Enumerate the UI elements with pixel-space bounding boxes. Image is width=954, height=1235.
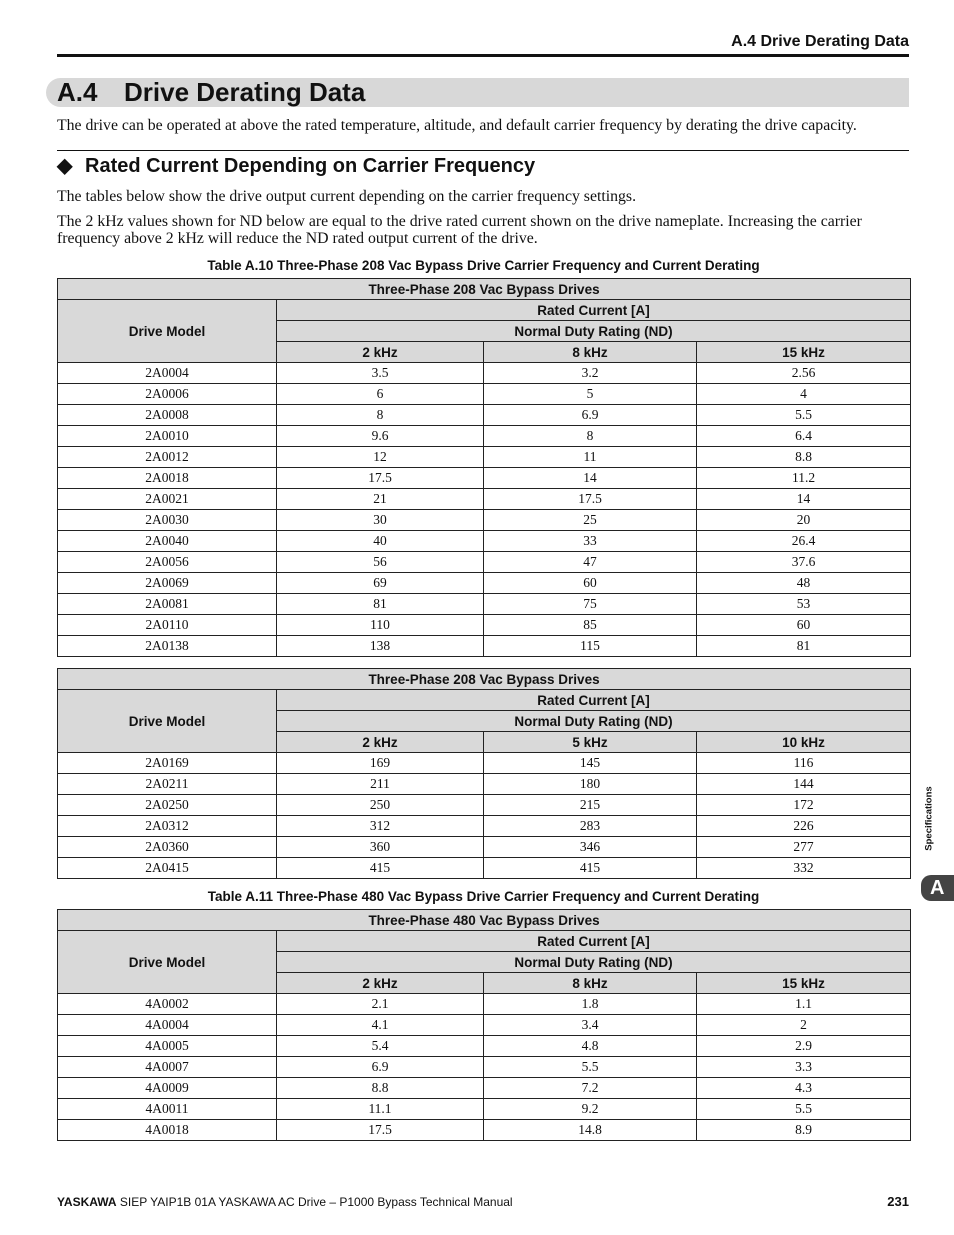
- current-cell: 3.5: [277, 363, 484, 384]
- current-cell: 360: [277, 837, 484, 858]
- current-cell: 81: [697, 636, 911, 657]
- current-cell: 415: [484, 858, 697, 879]
- table-row: [58, 1036, 911, 1057]
- current-cell: 30: [277, 510, 484, 531]
- table-row: [58, 405, 911, 426]
- duty-rating-header: Normal Duty Rating (ND): [277, 321, 911, 342]
- current-cell: 20: [697, 510, 911, 531]
- table-row: [58, 636, 911, 657]
- drive-model-cell: 2A0010: [58, 426, 277, 447]
- current-cell: 5.5: [697, 405, 911, 426]
- table-title: Three-Phase 208 Vac Bypass Drives: [58, 279, 911, 300]
- frequency-header: 15 kHz: [697, 342, 911, 363]
- current-cell: 4.8: [484, 1036, 697, 1057]
- current-cell: 5.5: [697, 1099, 911, 1120]
- drive-model-cell: 4A0002: [58, 994, 277, 1015]
- drive-model-cell: 2A0004: [58, 363, 277, 384]
- rated-current-header: Rated Current [A]: [277, 300, 911, 321]
- current-cell: 17.5: [277, 1120, 484, 1141]
- subsection-title: Rated Current Depending on Carrier Frequency: [85, 155, 536, 177]
- drive-model-cell: 4A0005: [58, 1036, 277, 1057]
- rated-current-header: Rated Current [A]: [277, 931, 911, 952]
- current-cell: 37.6: [697, 552, 911, 573]
- current-cell: 2.9: [697, 1036, 911, 1057]
- drive-model-cell: 2A0211: [58, 774, 277, 795]
- current-cell: 6.9: [277, 1057, 484, 1078]
- current-cell: 6: [277, 384, 484, 405]
- frequency-header: 2 kHz: [277, 732, 484, 753]
- rated-current-header: Rated Current [A]: [277, 690, 911, 711]
- table-title-row: [58, 279, 911, 300]
- current-cell: 11.2: [697, 468, 911, 489]
- running-head: A.4 Drive Derating Data: [731, 33, 909, 50]
- current-cell: 312: [277, 816, 484, 837]
- current-cell: 47: [484, 552, 697, 573]
- derating-table: [57, 278, 911, 657]
- current-cell: 4: [697, 384, 911, 405]
- current-cell: 6.9: [484, 405, 697, 426]
- current-cell: 180: [484, 774, 697, 795]
- duty-rating-header: Normal Duty Rating (ND): [277, 711, 911, 732]
- table-row: [58, 774, 911, 795]
- current-cell: 8: [484, 426, 697, 447]
- page-number: 231: [887, 1194, 909, 1209]
- table-title-row: [58, 910, 911, 931]
- current-cell: 110: [277, 615, 484, 636]
- drive-model-cell: 2A0415: [58, 858, 277, 879]
- drive-model-header: Drive Model: [58, 690, 277, 753]
- table-header-row: [58, 931, 911, 952]
- drive-model-cell: 4A0004: [58, 1015, 277, 1036]
- table-row: [58, 753, 911, 774]
- current-cell: 9.2: [484, 1099, 697, 1120]
- drive-model-cell: 2A0138: [58, 636, 277, 657]
- current-cell: 14: [484, 468, 697, 489]
- table-title: Three-Phase 208 Vac Bypass Drives: [58, 669, 911, 690]
- drive-model-header: Drive Model: [58, 931, 277, 994]
- current-cell: 21: [277, 489, 484, 510]
- table-row: [58, 363, 911, 384]
- drive-model-cell: 2A0312: [58, 816, 277, 837]
- frequency-header: 2 kHz: [277, 342, 484, 363]
- current-cell: 5.5: [484, 1057, 697, 1078]
- current-cell: 116: [697, 753, 911, 774]
- current-cell: 11: [484, 447, 697, 468]
- frequency-header: 8 kHz: [484, 342, 697, 363]
- drive-model-cell: 2A0250: [58, 795, 277, 816]
- current-cell: 2.1: [277, 994, 484, 1015]
- table-row: [58, 468, 911, 489]
- table-row: [58, 1099, 911, 1120]
- frequency-header: 5 kHz: [484, 732, 697, 753]
- drive-model-cell: 4A0011: [58, 1099, 277, 1120]
- table-row: [58, 489, 911, 510]
- table-row: [58, 510, 911, 531]
- table-header-row: [58, 690, 911, 711]
- derating-table: [57, 668, 911, 879]
- table-row: [58, 447, 911, 468]
- frequency-header: 8 kHz: [484, 973, 697, 994]
- drive-model-cell: 2A0040: [58, 531, 277, 552]
- current-cell: 4.1: [277, 1015, 484, 1036]
- subsection-paragraph-2: The 2 kHz values shown for ND below are equal to the drive rated current shown on the drive nameplate. Increasing the carrier frequency above 2 kHz will reduce the ND rated output current of the drive.: [57, 213, 862, 247]
- current-cell: 14: [697, 489, 911, 510]
- current-cell: 2: [697, 1015, 911, 1036]
- current-cell: 115: [484, 636, 697, 657]
- current-cell: 7.2: [484, 1078, 697, 1099]
- footer-text: [57, 1195, 513, 1209]
- current-cell: 5.4: [277, 1036, 484, 1057]
- current-cell: 53: [697, 594, 911, 615]
- current-cell: 226: [697, 816, 911, 837]
- duty-rating-header: Normal Duty Rating (ND): [277, 952, 911, 973]
- current-cell: 48: [697, 573, 911, 594]
- table-row: [58, 858, 911, 879]
- drive-model-cell: 2A0006: [58, 384, 277, 405]
- current-cell: 4.3: [697, 1078, 911, 1099]
- drive-model-cell: 2A0081: [58, 594, 277, 615]
- table-row: [58, 552, 911, 573]
- current-cell: 14.8: [484, 1120, 697, 1141]
- drive-model-cell: 2A0008: [58, 405, 277, 426]
- current-cell: 138: [277, 636, 484, 657]
- current-cell: 145: [484, 753, 697, 774]
- footer-brand: YASKAWA: [57, 1195, 117, 1209]
- section-number: A.4: [57, 77, 98, 107]
- drive-model-cell: 2A0021: [58, 489, 277, 510]
- current-cell: 8.8: [277, 1078, 484, 1099]
- table-title: Three-Phase 480 Vac Bypass Drives: [58, 910, 911, 931]
- table-row: [58, 994, 911, 1015]
- table-row: [58, 573, 911, 594]
- current-cell: 17.5: [277, 468, 484, 489]
- current-cell: 346: [484, 837, 697, 858]
- drive-model-cell: 4A0007: [58, 1057, 277, 1078]
- current-cell: 211: [277, 774, 484, 795]
- current-cell: 8: [277, 405, 484, 426]
- current-cell: 12: [277, 447, 484, 468]
- current-cell: 69: [277, 573, 484, 594]
- current-cell: 11.1: [277, 1099, 484, 1120]
- table-row: [58, 384, 911, 405]
- subsection-paragraph-1: The tables below show the drive output current depending on the carrier frequency settings.: [57, 188, 637, 205]
- current-cell: 25: [484, 510, 697, 531]
- current-cell: 169: [277, 753, 484, 774]
- current-cell: 85: [484, 615, 697, 636]
- table-header-row: [58, 300, 911, 321]
- current-cell: 5: [484, 384, 697, 405]
- table-row: [58, 1078, 911, 1099]
- table-row: [58, 1120, 911, 1141]
- current-cell: 250: [277, 795, 484, 816]
- current-cell: 332: [697, 858, 911, 879]
- frequency-header: 15 kHz: [697, 973, 911, 994]
- table-row: [58, 594, 911, 615]
- current-cell: 144: [697, 774, 911, 795]
- current-cell: 60: [697, 615, 911, 636]
- top-rule: [57, 54, 909, 57]
- current-cell: 3.4: [484, 1015, 697, 1036]
- table-caption: Table A.11 Three-Phase 480 Vac Bypass Drive Carrier Frequency and Current Derating: [207, 889, 760, 904]
- drive-model-cell: 2A0169: [58, 753, 277, 774]
- drive-model-cell: 2A0069: [58, 573, 277, 594]
- current-cell: 1.8: [484, 994, 697, 1015]
- current-cell: 3.3: [697, 1057, 911, 1078]
- subsection-rule: [57, 150, 909, 151]
- drive-model-cell: 2A0030: [58, 510, 277, 531]
- section-heading: Drive Derating Data: [124, 77, 366, 107]
- drive-model-cell: 2A0360: [58, 837, 277, 858]
- table-row: [58, 1015, 911, 1036]
- side-tab-letter: A: [921, 875, 954, 901]
- current-cell: 2.56: [697, 363, 911, 384]
- current-cell: 1.1: [697, 994, 911, 1015]
- table-title-row: [58, 669, 911, 690]
- table-row: [58, 615, 911, 636]
- current-cell: 6.4: [697, 426, 911, 447]
- section-title: [46, 78, 909, 107]
- current-cell: 215: [484, 795, 697, 816]
- current-cell: 60: [484, 573, 697, 594]
- table-row: [58, 531, 911, 552]
- current-cell: 283: [484, 816, 697, 837]
- current-cell: 75: [484, 594, 697, 615]
- current-cell: 3.2: [484, 363, 697, 384]
- drive-model-header: Drive Model: [58, 300, 277, 363]
- current-cell: 81: [277, 594, 484, 615]
- current-cell: 56: [277, 552, 484, 573]
- side-tab-label: Specifications: [923, 786, 935, 851]
- table-row: [58, 816, 911, 837]
- intro-paragraph: The drive can be operated at above the rated temperature, altitude, and default carrier frequency by derating the drive capacity.: [57, 117, 857, 134]
- current-cell: 172: [697, 795, 911, 816]
- current-cell: 33: [484, 531, 697, 552]
- derating-table: [57, 909, 911, 1141]
- drive-model-cell: 2A0012: [58, 447, 277, 468]
- table-row: [58, 426, 911, 447]
- table-caption: Table A.10 Three-Phase 208 Vac Bypass Drive Carrier Frequency and Current Derating: [207, 258, 760, 273]
- current-cell: 9.6: [277, 426, 484, 447]
- drive-model-cell: 2A0018: [58, 468, 277, 489]
- current-cell: 8.8: [697, 447, 911, 468]
- current-cell: 415: [277, 858, 484, 879]
- drive-model-cell: 2A0110: [58, 615, 277, 636]
- table-row: [58, 795, 911, 816]
- current-cell: 8.9: [697, 1120, 911, 1141]
- frequency-header: 2 kHz: [277, 973, 484, 994]
- subsection-heading: [57, 155, 535, 177]
- table-row: [58, 837, 911, 858]
- diamond-bullet-icon: ◆: [57, 155, 73, 177]
- drive-model-cell: 2A0056: [58, 552, 277, 573]
- frequency-header: 10 kHz: [697, 732, 911, 753]
- current-cell: 17.5: [484, 489, 697, 510]
- current-cell: 26.4: [697, 531, 911, 552]
- footer-doc: SIEP YAIP1B 01A YASKAWA AC Drive – P1000 Bypass Technical Manual: [116, 1195, 513, 1209]
- drive-model-cell: 4A0018: [58, 1120, 277, 1141]
- current-cell: 40: [277, 531, 484, 552]
- table-row: [58, 1057, 911, 1078]
- drive-model-cell: 4A0009: [58, 1078, 277, 1099]
- current-cell: 277: [697, 837, 911, 858]
